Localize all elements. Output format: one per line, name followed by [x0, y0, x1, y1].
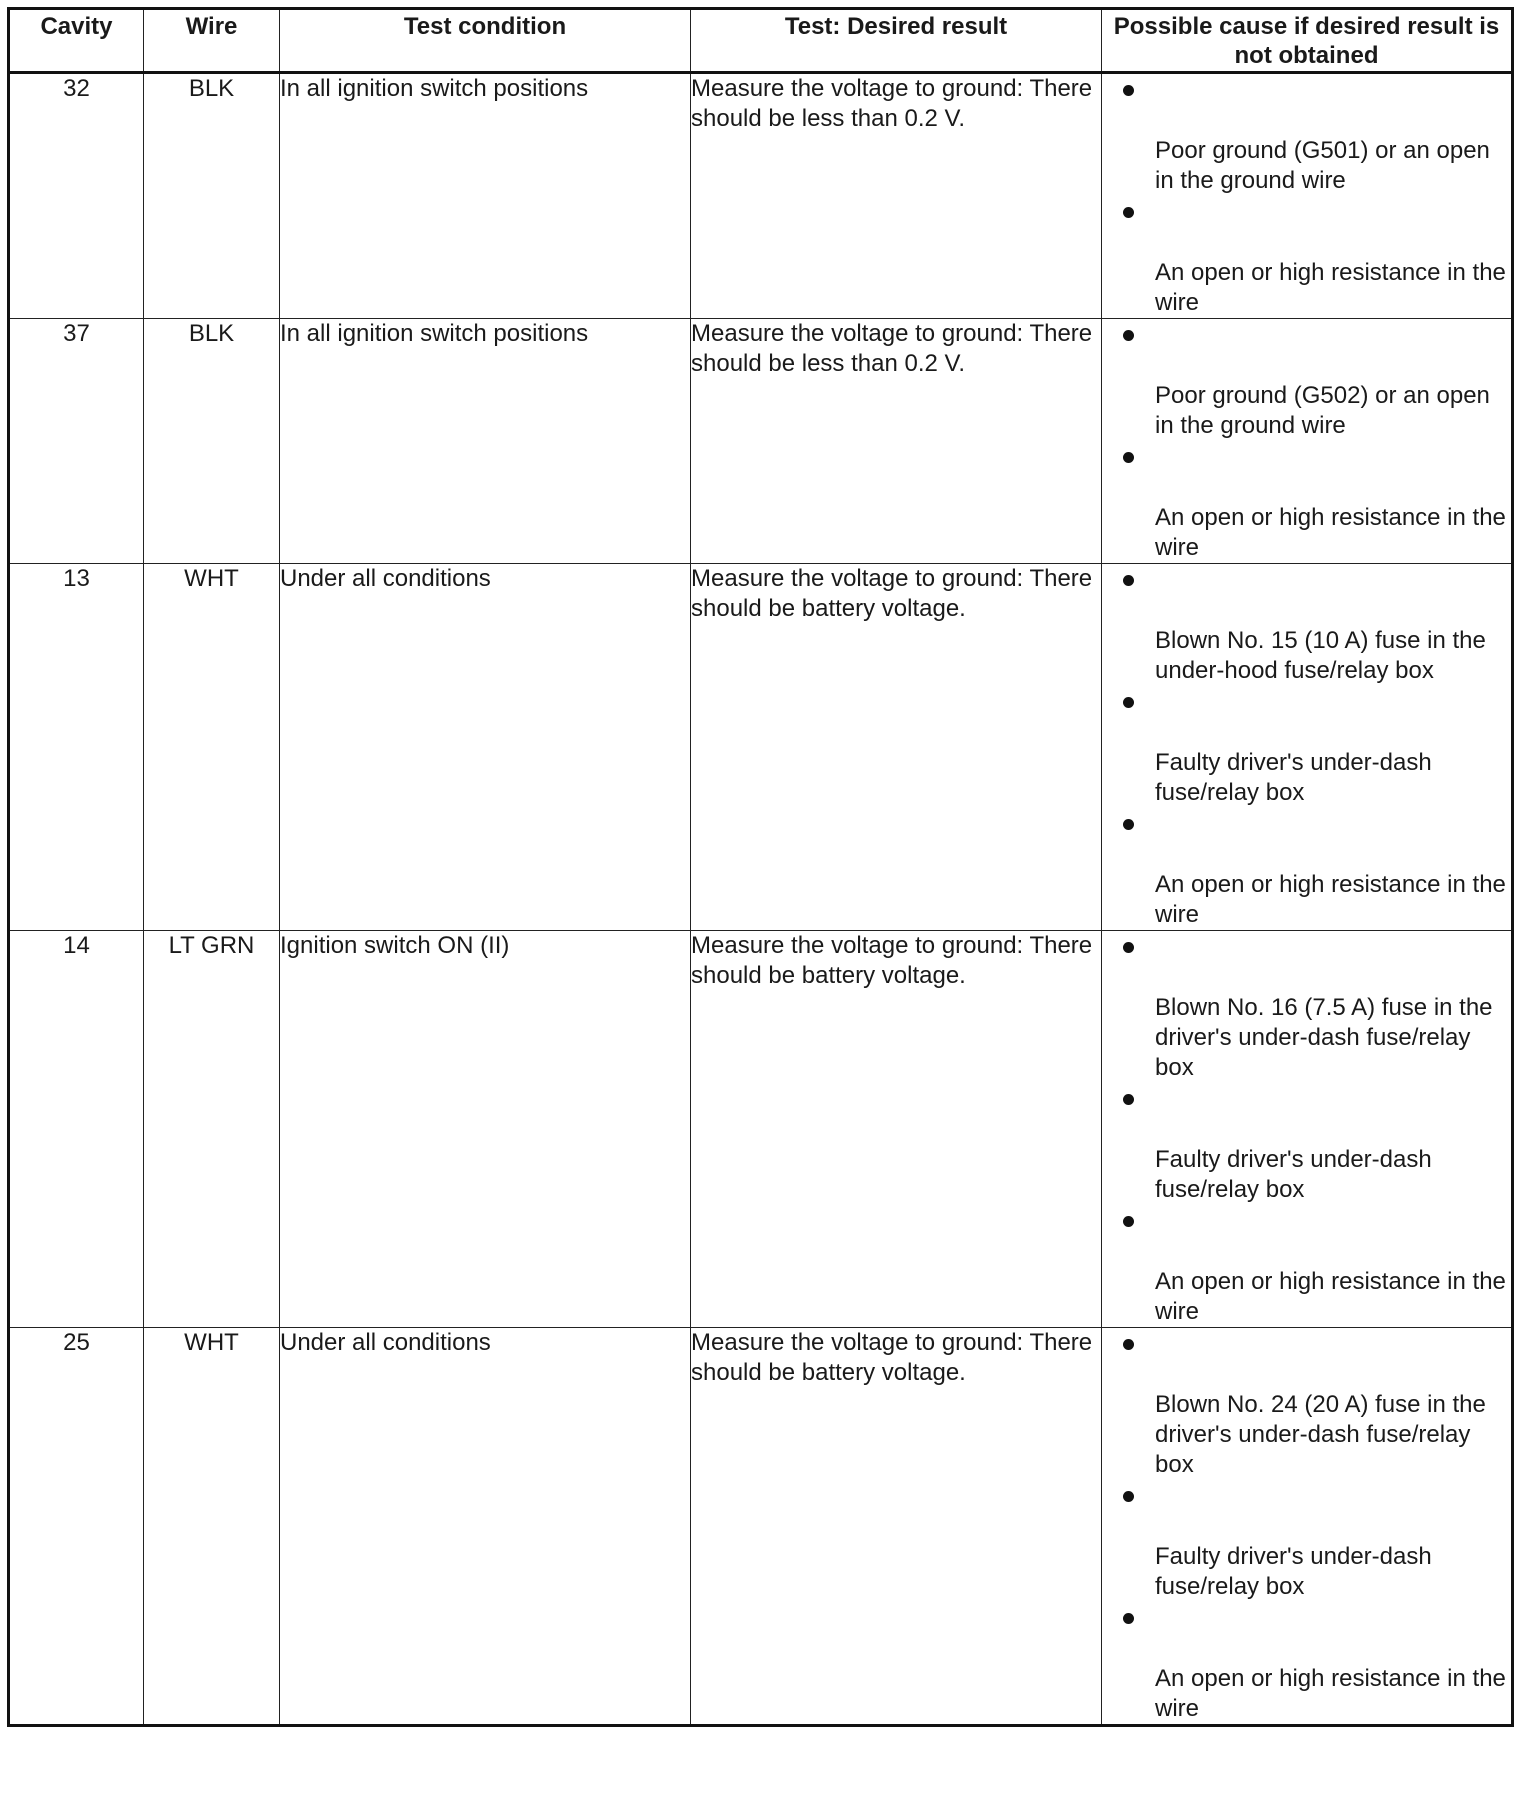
cause-text: Blown No. 16 (7.5 A) fuse in the driver's under-dash fuse/relay box — [1155, 994, 1493, 1081]
possible-cause-cell — [1102, 1328, 1513, 1726]
bullet-icon — [1123, 1613, 1134, 1624]
header-row — [9, 9, 1513, 73]
header-desired-result: Test: Desired result — [691, 9, 1102, 73]
header-test-condition: Test condition — [280, 9, 691, 73]
bullet-icon — [1123, 1339, 1134, 1350]
table-row — [9, 73, 1513, 319]
bullet-icon — [1123, 85, 1134, 96]
bullet-icon — [1123, 1491, 1134, 1502]
test-condition-cell: Ignition switch ON (II) — [280, 931, 691, 1328]
possible-cause-cell — [1102, 931, 1513, 1328]
test-condition-cell: In all ignition switch positions — [280, 319, 691, 564]
cause-list-item — [1102, 686, 1511, 808]
table-body — [9, 73, 1513, 1726]
bullet-icon — [1123, 819, 1134, 830]
desired-result-cell: Measure the voltage to ground: There should be battery voltage. — [691, 1328, 1102, 1726]
bullet-icon — [1123, 1094, 1134, 1105]
bullet-icon — [1123, 452, 1134, 463]
test-condition-cell: Under all conditions — [280, 564, 691, 931]
table-row — [9, 564, 1513, 931]
cause-text: Poor ground (G502) or an open in the ground wire — [1155, 382, 1490, 439]
cause-list-item — [1102, 1083, 1511, 1205]
wire-cell: WHT — [144, 1328, 280, 1726]
cause-text: An open or high resistance in the wire — [1155, 1268, 1506, 1325]
possible-cause-cell — [1102, 564, 1513, 931]
cause-text: Faulty driver's under-dash fuse/relay box — [1155, 749, 1432, 806]
cause-list-item — [1102, 319, 1511, 441]
header-wire: Wire — [144, 9, 280, 73]
test-condition-cell: Under all conditions — [280, 1328, 691, 1726]
table-row — [9, 931, 1513, 1328]
desired-result-cell: Measure the voltage to ground: There should be battery voltage. — [691, 564, 1102, 931]
possible-cause-cell — [1102, 73, 1513, 319]
cause-text: An open or high resistance in the wire — [1155, 871, 1506, 928]
test-condition-cell: In all ignition switch positions — [280, 73, 691, 319]
table-row — [9, 319, 1513, 564]
cause-list-item — [1102, 196, 1511, 318]
cavity-cell: 13 — [9, 564, 144, 931]
cause-text: An open or high resistance in the wire — [1155, 504, 1506, 561]
cavity-cell: 32 — [9, 73, 144, 319]
cause-text: Blown No. 24 (20 A) fuse in the driver's under-dash fuse/relay box — [1155, 1391, 1486, 1478]
wire-cell: BLK — [144, 73, 280, 319]
bullet-icon — [1123, 942, 1134, 953]
cavity-cell: 37 — [9, 319, 144, 564]
cause-list-item — [1102, 931, 1511, 1083]
wire-cell: WHT — [144, 564, 280, 931]
possible-cause-cell — [1102, 319, 1513, 564]
cause-list-item — [1102, 1602, 1511, 1724]
cause-text: An open or high resistance in the wire — [1155, 259, 1506, 316]
table-header — [9, 9, 1513, 73]
table-row — [9, 1328, 1513, 1726]
bullet-icon — [1123, 575, 1134, 586]
bullet-icon — [1123, 1216, 1134, 1227]
wire-cell: BLK — [144, 319, 280, 564]
bullet-icon — [1123, 330, 1134, 341]
cause-text: Faulty driver's under-dash fuse/relay box — [1155, 1543, 1432, 1600]
cause-text: An open or high resistance in the wire — [1155, 1665, 1506, 1722]
cause-text: Poor ground (G501) or an open in the ground wire — [1155, 137, 1490, 194]
cause-list-item — [1102, 1205, 1511, 1327]
cavity-cell: 25 — [9, 1328, 144, 1726]
wire-cell: LT GRN — [144, 931, 280, 1328]
header-possible-cause: Possible cause if desired result is not obtained — [1102, 9, 1513, 73]
cavity-cell: 14 — [9, 931, 144, 1328]
cause-list-item — [1102, 74, 1511, 196]
desired-result-cell: Measure the voltage to ground: There should be less than 0.2 V. — [691, 319, 1102, 564]
cause-text: Blown No. 15 (10 A) fuse in the under-hood fuse/relay box — [1155, 627, 1486, 684]
cause-list-item — [1102, 1480, 1511, 1602]
header-cavity: Cavity — [9, 9, 144, 73]
cause-list-item — [1102, 1328, 1511, 1480]
cause-list-item — [1102, 564, 1511, 686]
cause-list-item — [1102, 808, 1511, 930]
bullet-icon — [1123, 697, 1134, 708]
desired-result-cell: Measure the voltage to ground: There should be less than 0.2 V. — [691, 73, 1102, 319]
cause-text: Faulty driver's under-dash fuse/relay box — [1155, 1146, 1432, 1203]
diagnostic-table — [7, 7, 1514, 1727]
bullet-icon — [1123, 207, 1134, 218]
cause-list-item — [1102, 441, 1511, 563]
desired-result-cell: Measure the voltage to ground: There should be battery voltage. — [691, 931, 1102, 1328]
